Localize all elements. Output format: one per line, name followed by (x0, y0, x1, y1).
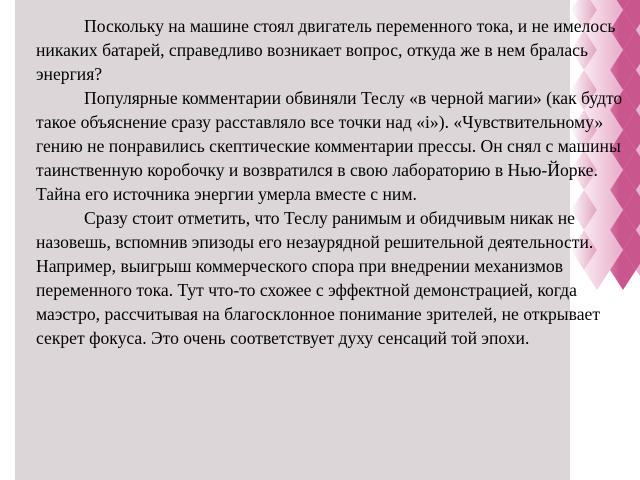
slide-body-text (36, 14, 634, 350)
paragraph-3: Сразу стоит отметить, что Теслу ранимым и обидчивым никак не назовешь, вспомнив эпизоды его незаурядной решительной деятельности. Например, выигрыш коммерческого спора при внедрении механизмов переменного тока. Тут что-то схожее с эффектной демонстрацией, когда маэстро, рассчитывая на благосклонное понимание зрителей, не открывает секрет фокуса. Это очень соответствует духу сенсаций той эпохи. (36, 208, 601, 348)
paragraph-2: Популярные комментарии обвиняли Теслу «в черной магии» (как будто такое объяснение сразу расставляло все точки над «i»). «Чувствительному» гению не понравились скептические комментарии прессы. Он снял с машины таинственную коробочку и возвратился в свою лабораторию в Нью-Йорке. Тайна его источника энергии умерла вместе с ним. (36, 88, 623, 204)
paragraph-1: Поскольку на машине стоял двигатель переменного тока, и не имелось никаких батарей, справедливо возникает вопрос, откуда же в нем бралась энергия? (36, 16, 616, 84)
